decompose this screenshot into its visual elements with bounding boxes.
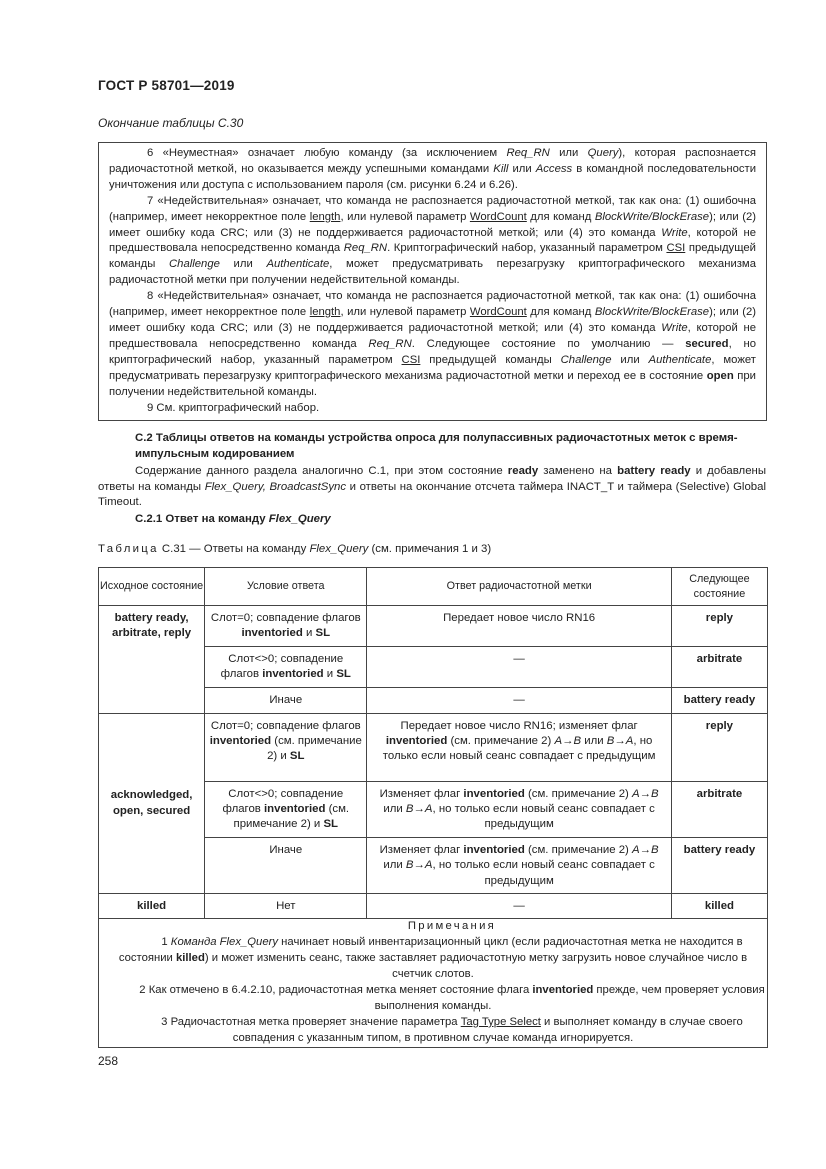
state-cell: battery ready, arbitrate, reply — [99, 606, 205, 714]
notes-title: Примечания — [407, 920, 497, 933]
table-continuation-label: Окончание таблицы С.30 — [98, 116, 244, 130]
section-c2-body: Содержание данного раздела аналогично С.1, при этом состояние ready заменено на battery ready и добавлены ответы на команды Flex_Query, BroadcastSync и ответы на окончание отсчета таймера INACT_T и таймера (Selective) Global Timeout. — [98, 465, 767, 509]
response-cell: — — [367, 687, 671, 713]
table-note-2: 2 Как отмечено в 6.4.2.10, радиочастотная метка меняет состояние флага inventoried прежде, чем проверяет условия выполнения команды. — [139, 984, 765, 1012]
note-7: 7 «Недействительная» означает, что команда не распознается радиочастотной меткой, так как она: (1) ошибочна (например, имеет некорректное поле length, или нулевой параметр WordCount для команд BlockWrite/BlockErase); или (2) имеет ошибку кода CRC; или (3) не поддерживается радиочастотной меткой; или (4) это команда Write, которой не предшествовала непосредственно команда Req_RN. Криптографический набор, указанный параметром CSI предыдущей команды Challenge или Authenticate, может предусматривать перезагрузку криптографического механизма радиочастотной метки при получении недействительной команды. — [109, 194, 757, 287]
table-note-3: 3 Радиочастотная метка проверяет значение параметра Tag Type Select и выполняет команду в случае своего совпадения с указанным типом, в противном случае команда игнорируется. — [161, 1015, 743, 1044]
note-8: 8 «Недействительная» означает, что команда не распознается радиочастотной меткой, так как она: (1) ошибочна (например, имеет некорректное поле length, или нулевой параметр WordCount для команд BlockWrite/BlockErase); или (2) имеет ошибку кода CRC; или (3) не поддерживается радиочастотной меткой; или (4) это команда Write, которой не предшествовала непосредственно команда Req_RN. Следующее состояние по умолчанию — secured, но криптографический набор, указанный параметром CSI предыдущей команды Challenge или Authenticate, может предусматривать перезагрузку криптографического механизма радиочастотной метки и переход ее в состояние open при получении недействительной команды. — [109, 290, 757, 398]
response-table-c31 — [98, 567, 768, 1048]
header-next-state: Следующее состояние — [671, 568, 767, 606]
table-row — [99, 606, 768, 647]
page-number: 258 — [98, 1054, 119, 1068]
response-cell: Передает новое число RN16 — [367, 606, 671, 647]
notes-box-c30 — [98, 142, 767, 421]
table-note-1: 1 Команда Flex_Query начинает новый инвентаризационный цикл (если радиочастотная метка не находится в состоянии killed) и может изменить сеанс, также заставляет радиочастотную метку загрузить новое случайное число в счетчик слотов. — [118, 936, 748, 981]
response-cell: — — [367, 894, 671, 919]
table-notes-row — [99, 919, 768, 1047]
next-state-cell: reply — [671, 713, 767, 781]
state-cell: killed — [99, 894, 205, 919]
response-cell: — — [367, 646, 671, 687]
table-header-row — [99, 568, 768, 606]
table-row — [99, 894, 768, 919]
condition-cell: Слот=0; совпадение флагов inventoried (см. примечание 2) и SL — [205, 713, 367, 781]
condition-cell: Слот=0; совпадение флагов inventoried и SL — [205, 606, 367, 647]
note-6: 6 «Неуместная» означает любую команду (за исключением Req_RN или Query), которая распознается радиочастотной меткой, но оказывается между успешными командами Kill или Access в командной последовательности уничтожения или доступа с использованием пароля (см. рисунки 6.24 и 6.26). — [109, 147, 757, 191]
next-state-cell: arbitrate — [671, 781, 767, 837]
document-header: ГОСТ Р 58701—2019 — [98, 78, 235, 93]
next-state-cell: battery ready — [671, 837, 767, 893]
header-initial-state: Исходное состояние — [99, 568, 205, 606]
response-cell: Передает новое число RN16; изменяет флаг inventoried (см. примечание 2) A→B или B→A, но только если новый сеанс совпадает с предыдущим — [367, 713, 671, 781]
condition-cell: Слот<>0; совпадение флагов inventoried (см. примечание 2) и SL — [205, 781, 367, 837]
header-condition: Условие ответа — [205, 568, 367, 606]
next-state-cell: battery ready — [671, 687, 767, 713]
response-cell: Изменяет флаг inventoried (см. примечание 2) A→B или B→A, но только если новый сеанс совпадает с предыдущим — [367, 837, 671, 893]
subsection-c21-title: С.2.1 Ответ на команду Flex_Query — [135, 513, 331, 525]
next-state-cell: reply — [671, 606, 767, 647]
next-state-cell: arbitrate — [671, 646, 767, 687]
section-c2-title: С.2 Таблицы ответов на команды устройства опроса для полупассивных радиочастотных меток с время-импульсным кодированием — [135, 432, 738, 460]
condition-cell: Нет — [205, 894, 367, 919]
next-state-cell: killed — [671, 894, 767, 919]
note-9: 9 См. криптографический набор. — [147, 401, 320, 414]
response-cell: Изменяет флаг inventoried (см. примечание 2) A→B или B→A, но только если новый сеанс совпадает с предыдущим — [367, 781, 671, 837]
state-cell: acknowledged, open, secured — [99, 713, 205, 893]
table-notes — [99, 919, 768, 1047]
table-row — [99, 713, 768, 781]
condition-cell: Слот<>0; совпадение флагов inventoried и SL — [205, 646, 367, 687]
table-caption: Таблица С.31 — Ответы на команду Flex_Query (см. примечания 1 и 3) — [98, 543, 492, 555]
condition-cell: Иначе — [205, 687, 367, 713]
condition-cell: Иначе — [205, 837, 367, 893]
header-tag-response: Ответ радиочастотной метки — [367, 568, 671, 606]
